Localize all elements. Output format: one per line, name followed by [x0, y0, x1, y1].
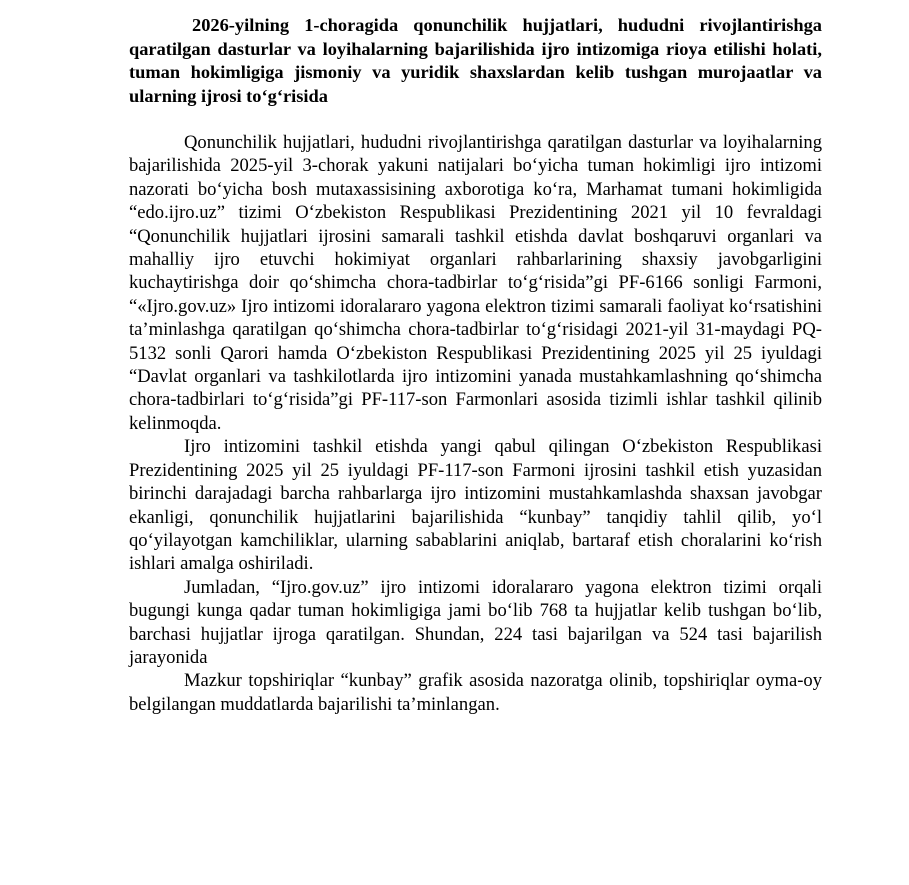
document-body	[129, 131, 822, 716]
paragraph: Qonunchilik hujjatlari, hududni rivojlantirishga qaratilgan dasturlar va loyihalarning bajarilishida 2025-yil 3-chorak yakuni natijalari bo‘yicha tuman hokimligi ijro intizomi nazorati bo‘yicha bosh mutaxassisining axborotiga ko‘ra, Marhamat tumani hokimligida “edo.ijro.uz” tizimi O‘zbekiston Respublikasi Prezidentining 2021 yil 10 fevraldagi “Qonunchilik hujjatlari ijrosini samarali tashkil etishda davlat boshqaruvi organlari va mahalliy ijro etuvchi hokimiyat organlari rahbarlarining shaxsiy javobgarligini kuchaytirishga doir qo‘shimcha chora-tadbirlar to‘g‘risida”gi PF-6166 sonligi Farmoni, “«Ijro.gov.uz» Ijro intizomi idoralararo yagona elektron tizimi samarali faoliyat ko‘rsatishini ta’minlashga qaratilgan qo‘shimcha chora-tadbirlar to‘g‘risidagi 2021-yil 31-maydagi PQ-5132 sonli Qarori hamda O‘zbekiston Respublikasi Prezidentining 2025 yil 25 iyuldagi “Davlat organlari va tashkilotlarda ijro intizomini yanada mustahkamlashning qo‘shimcha chora-tadbirlari to‘g‘risida”gi PF-117-son Farmonlari asosida tizimli ishlar tashkil qilinib kelinmoqda.	[129, 132, 822, 434]
paragraph: Jumladan, “Ijro.gov.uz” ijro intizomi idoralararo yagona elektron tizimi orqali bugungi kunga qadar tuman hokimligiga jami bo‘lib 768 ta hujjatlar kelib tushgan bo‘lib, barchasi hujjatlar ijroga qaratilgan. Shundan, 224 tasi bajarilgan va 524 tasi bajarilish jarayonida	[129, 576, 822, 668]
document-title: 2026-yilning 1-choragida qonunchilik hujjatlari, hududni rivojlantirishga qaratilgan dasturlar va loyihalarning bajarilishida ijro intizomiga rioya etilishi holati, tuman hokimligiga jismoniy va yuridik shaxslardan kelib tushgan murojaatlar va ularning ijrosi to‘g‘risida	[129, 15, 822, 106]
paragraph: Mazkur topshiriqlar “kunbay” grafik asosida nazoratga olinib, topshiriqlar oyma-oy belgilangan muddatlarda bajarilishi ta’minlangan.	[129, 670, 822, 715]
document-page	[129, 14, 822, 716]
paragraph: Ijro intizomini tashkil etishda yangi qabul qilingan O‘zbekiston Respublikasi Prezidentining 2025 yil 25 iyuldagi PF-117-son Farmoni ijrosini tashkil etish yuzasidan birinchi darajadagi barcha rahbarlarga ijro intizomini mustahkamlashda shaxsan javobgar ekanligi, qonunchilik hujjatlarini bajarilishida “kunbay” tanqidiy tahlil qilib, yo‘l qo‘yilayotgan kamchiliklar, ularning sabablarini aniqlab, bartaraf etish choralarini ko‘rish ishlari amalga oshiriladi.	[129, 436, 822, 575]
